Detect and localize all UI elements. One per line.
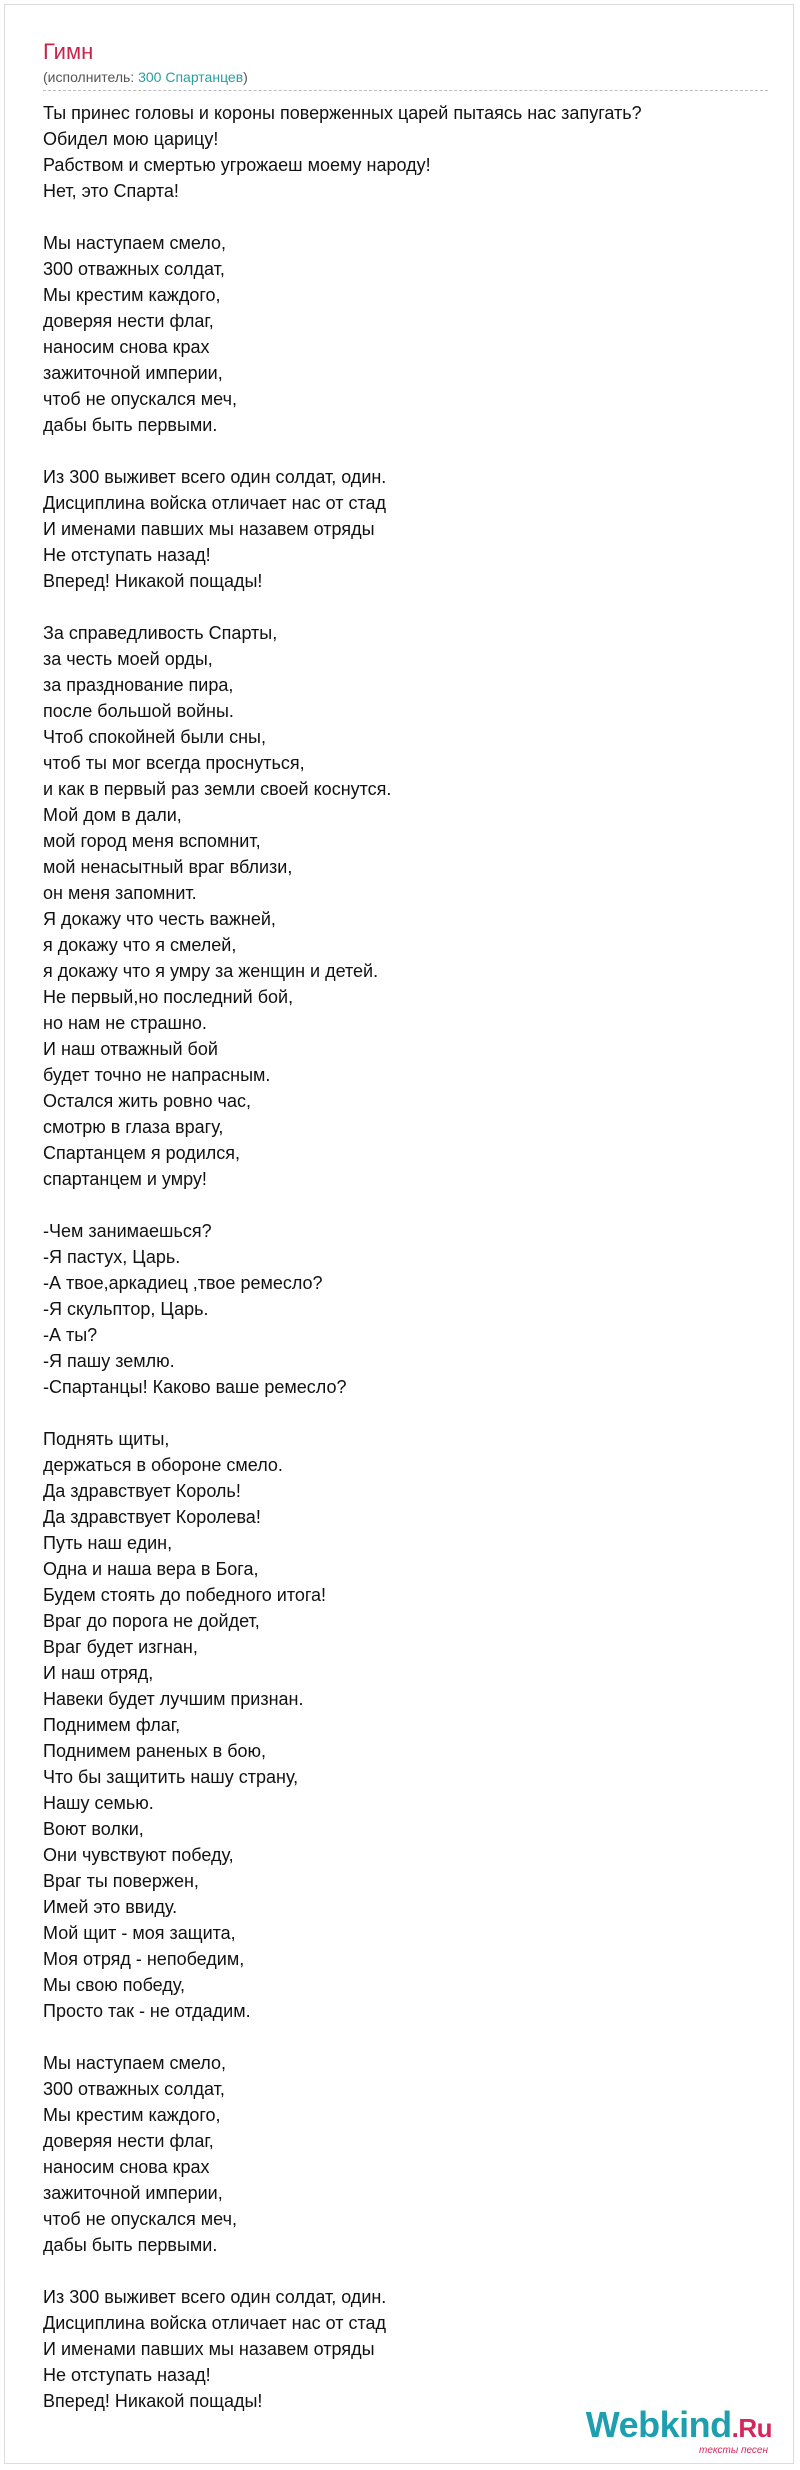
lyric-line: 300 отважных солдат, [43,259,225,279]
lyric-line: Ты принес головы и короны поверженных царей пытаясь нас запугать? [43,103,642,123]
lyric-line: доверяя нести флаг, [43,311,214,331]
lyric-line: он меня запомнит. [43,883,197,903]
lyric-line: Поднять щиты, [43,1429,170,1449]
lyric-line: Дисциплина войска отличает нас от стад [43,2313,387,2333]
lyric-line: Они чувствуют победу, [43,1845,234,1865]
lyric-line: Воют волки, [43,1819,144,1839]
lyric-line: Имей это ввиду. [43,1897,178,1917]
lyric-line: Враг ты повержен, [43,1871,199,1891]
artist-line [43,68,768,86]
lyric-line: Дисциплина войска отличает нас от стад [43,493,387,513]
lyric-line: я докажу что я смелей, [43,935,237,955]
logo-tld: .Ru [731,2413,772,2443]
lyric-line: За справедливость Спарты, [43,623,278,643]
stanza-break [43,2024,773,2050]
stanza-break [43,2258,773,2284]
lyric-line: Вперед! Никакой пощады! [43,2391,263,2411]
lyric-line: -Чем занимаешься? [43,1221,212,1241]
lyric-line: за празднование пира, [43,675,234,695]
lyric-line: Из 300 выживет всего один солдат, один. [43,467,387,487]
lyric-line: Поднимем флаг, [43,1715,181,1735]
lyric-line: Мы крестим каждого, [43,2105,221,2125]
logo-brand: Webkind [585,2404,732,2445]
site-logo[interactable] [586,2406,772,2456]
lyric-line: Из 300 выживет всего один солдат, один. [43,2287,387,2307]
lyric-line: Враг будет изгнан, [43,1637,198,1657]
lyric-line: Моя отряд - непобедим, [43,1949,245,1969]
song-title: Гимн [43,39,94,64]
lyric-line: Остался жить ровно час, [43,1091,251,1111]
lyric-line: Чтоб спокойней были сны, [43,727,266,747]
lyric-line: И именами павших мы назавем отряды [43,2339,375,2359]
lyric-line: мой город меня вспомнит, [43,831,261,851]
lyric-line: зажиточной империи, [43,2183,223,2203]
lyric-line: и как в первый раз земли своей коснутся. [43,779,392,799]
lyric-line: И именами павших мы назавем отряды [43,519,375,539]
lyric-line: после большой войны. [43,701,234,721]
artist-link[interactable]: 300 Спартанцев [138,69,244,85]
lyric-line: -А твое,аркадиец ,твое ремесло? [43,1273,323,1293]
stanza-break [43,438,773,464]
stanza-break [43,204,773,230]
lyric-line: Мы наступаем смело, [43,2053,226,2073]
lyric-line: зажиточной империи, [43,363,223,383]
lyric-line: Что бы защитить нашу страну, [43,1767,299,1787]
lyrics-body [43,100,773,2414]
lyric-line: Путь наш един, [43,1533,173,1553]
lyric-line: И наш отважный бой [43,1039,218,1059]
lyric-line: Рабством и смертью угрожаеш моему народу! [43,155,431,175]
lyric-line: Обидел мою царицу! [43,129,219,149]
lyric-line: Да здравствует Королева! [43,1507,261,1527]
lyric-line: но нам не страшно. [43,1013,207,1033]
lyric-line: я докажу что я умру за женщин и детей. [43,961,379,981]
lyric-line: Не отступать назад! [43,545,211,565]
lyric-line: за честь моей орды, [43,649,213,669]
logo-tagline: тексты песен [699,2445,768,2456]
lyric-line: -А ты? [43,1325,98,1345]
lyric-line: Будем стоять до победного итога! [43,1585,327,1605]
lyric-line: Навеки будет лучшим признан. [43,1689,304,1709]
lyric-line: Одна и наша вера в Бога, [43,1559,259,1579]
lyric-line: Мой дом в дали, [43,805,182,825]
lyric-line: смотрю в глаза врагу, [43,1117,224,1137]
artist-suffix: ) [243,69,248,85]
lyric-line: Мы наступаем смело, [43,233,226,253]
lyric-line: Враг до порога не дойдет, [43,1611,260,1631]
lyric-line: чтоб не опускался меч, [43,2209,237,2229]
lyric-line: Просто так - не отдадим. [43,2001,251,2021]
lyric-line: Я докажу что честь важней, [43,909,276,929]
header-divider [43,90,768,91]
song-header [43,38,768,86]
lyric-line: доверяя нести флаг, [43,2131,214,2151]
lyric-line: Мой щит - моя защита, [43,1923,236,1943]
logo-wordmark [586,2406,772,2447]
lyric-line: наносим снова крах [43,337,210,357]
lyric-line: Нашу семью. [43,1793,154,1813]
stanza-break [43,594,773,620]
lyric-line: дабы быть первыми. [43,415,218,435]
lyric-line: чтоб ты мог всегда проснуться, [43,753,305,773]
lyric-line: И наш отряд, [43,1663,154,1683]
lyric-line: -Я пашу землю. [43,1351,175,1371]
lyric-line: мой ненасытный враг вблизи, [43,857,293,877]
lyric-line: дабы быть первыми. [43,2235,218,2255]
lyric-line: Да здравствует Король! [43,1481,241,1501]
lyric-line: -Я пастух, Царь. [43,1247,181,1267]
lyric-line: Мы крестим каждого, [43,285,221,305]
lyric-line: наносим снова крах [43,2157,210,2177]
stanza-break [43,1400,773,1426]
lyric-line: Не первый,но последний бой, [43,987,294,1007]
lyric-line: -Я скульптор, Царь. [43,1299,209,1319]
lyric-line: -Спартанцы! Каково ваше ремесло? [43,1377,347,1397]
stanza-break [43,1192,773,1218]
lyric-line: Нет, это Спарта! [43,181,179,201]
lyric-line: держаться в обороне смело. [43,1455,283,1475]
lyric-line: 300 отважных солдат, [43,2079,225,2099]
lyric-line: чтоб не опускался меч, [43,389,237,409]
lyric-line: Спартанцем я родился, [43,1143,241,1163]
lyric-line: Мы свою победу, [43,1975,185,1995]
lyric-line: Вперед! Никакой пощады! [43,571,263,591]
lyric-line: Не отступать назад! [43,2365,211,2385]
lyric-line: спартанцем и умру! [43,1169,207,1189]
lyric-line: будет точно не напрасным. [43,1065,271,1085]
lyric-line: Поднимем раненых в бою, [43,1741,267,1761]
artist-prefix: (исполнитель: [43,69,139,85]
